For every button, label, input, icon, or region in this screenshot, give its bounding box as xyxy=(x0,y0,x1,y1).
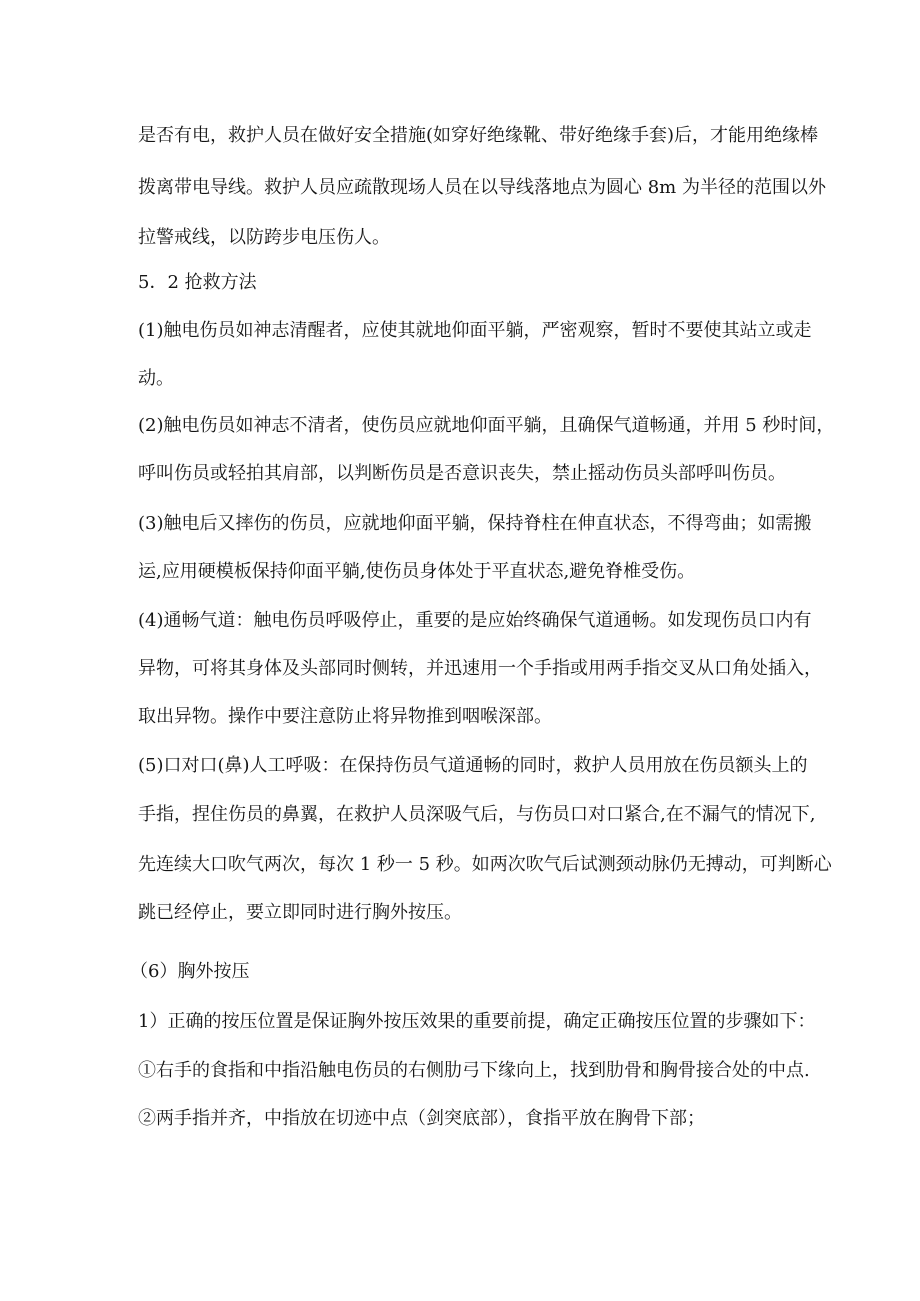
text-line-5: (1)触电伤员如神志清醒者，应使其就地仰面平躺，严密观察，暂时不要使其站立或走 xyxy=(138,320,812,341)
section-heading-6: （6）胸外按压 xyxy=(130,961,250,982)
text-line-6: 动。 xyxy=(138,368,174,389)
section-heading-5-2: 5．2 抢救方法 xyxy=(138,272,257,293)
text-line-11: (4)通畅气道：触电伤员呼吸停止，重要的是应始终确保气道通畅。如发现伤员口内有 xyxy=(138,610,812,631)
text-line-1: 是否有电，救护人员在做好安全措施(如穿好绝缘靴、带好绝缘手套)后，才能用绝缘棒 xyxy=(138,125,819,146)
text-line-19: 1）正确的按压位置是保证胸外按压效果的重要前提，确定正确按压位置的步骤如下： xyxy=(138,1011,816,1032)
text-line-17: 跳已经停止，要立即同时进行胸外按压。 xyxy=(138,902,462,923)
text-line-14: (5)口对口(鼻)人工呼吸：在保持伤员气道通畅的同时，救护人员用放在伤员额头上的 xyxy=(138,755,808,776)
text-line-10: 运,应用硬模板保持仰面平躺,使伤员身体处于平直状态,避免脊椎受伤。 xyxy=(138,561,696,582)
text-line-21: ②两手指并齐，中指放在切迹中点（剑突底部），食指平放在胸骨下部； xyxy=(138,1108,705,1129)
text-line-20: ①右手的食指和中指沿触电伤员的右侧肋弓下缘向上，找到肋骨和胸骨接合处的中点. xyxy=(138,1060,810,1081)
text-line-3: 拉警戒线，以防跨步电压伤人。 xyxy=(138,227,390,248)
text-line-2: 拨离带电导线。救护人员应疏散现场人员在以导线落地点为圆心 8m 为半径的范围以外 xyxy=(138,177,826,198)
text-line-16: 先连续大口吹气两次，每次 1 秒一 5 秒。如两次吹气后试测颈动脉仍无搏动，可判断心 xyxy=(138,854,832,875)
text-line-15: 手指，捏住伤员的鼻翼，在救护人员深吸气后，与伤员口对口紧合,在不漏气的情况下, xyxy=(138,804,816,825)
text-line-9: (3)触电后又摔伤的伤员，应就地仰面平躺，保持脊柱在伸直状态，不得弯曲；如需搬 xyxy=(138,513,812,534)
text-line-12: 异物，可将其身体及头部同时侧转，并迅速用一个手指或用两手指交叉从口角处插入， xyxy=(138,658,822,679)
text-line-7: (2)触电伤员如神志不清者，使伤员应就地仰面平躺，且确保气道畅通，并用 5 秒时间， xyxy=(138,415,835,436)
text-line-13: 取出异物。操作中要注意防止将异物推到咽喉深部。 xyxy=(138,706,552,727)
text-line-8: 呼叫伤员或轻拍其肩部，以判断伤员是否意识丧失，禁止摇动伤员头部呼叫伤员。 xyxy=(138,463,786,484)
